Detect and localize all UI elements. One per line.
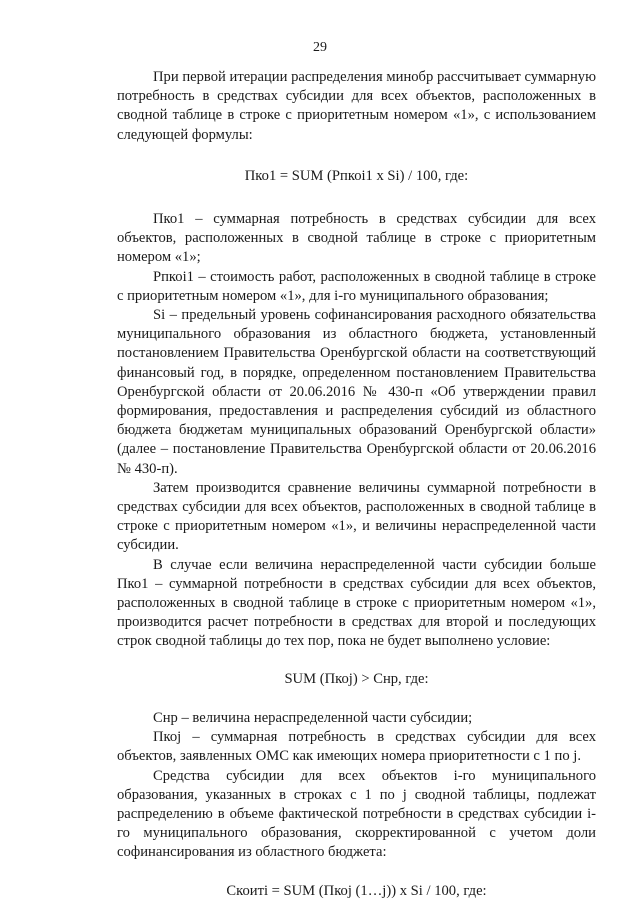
page-number: 29 [313,40,327,55]
paragraph-distribution: Средства субсидии для всех объектов i-го муниципального образования, указанных в строках с 1 по j сводной таблицы, подлежат распределению в объеме фактической потребности в средствах субсидии i-го муниципального образования, скорректированной с учетом доли софинансирования из областного бюджета: [117,767,596,861]
paragraph-condition: В случае если величина нераспределенной части субсидии больше Пко1 – суммарной потребности в средствах субсидии для всех объектов, расположенных в сводной таблице в строке с приоритетным номером «1», производится расчет потребности в средствах для второй и последующих строк сводной таблицы до тех пор, пока не будет выполнено условие: [117,556,596,650]
paragraph-si-definition: Si – предельный уровень софинансирования расходного обязательства муниципального образования из областного бюджета, установленный постановлением Правительства Оренбургской области на соответствующий финансовый год, в порядке, определенном постановлением Правительства Оренбургской области от 20.06.2016 № 430-п «Об утверждении правил формирования, предоставления и распределения субсидий из областного бюджета бюджетам муниципальных образований Оренбургской области» (далее – постановление Правительства Оренбургской области от 20.06.2016 № 430-п). [117,307,596,477]
formula-skoiti: Скоитi = SUM (Пкоj (1…j)) x Si / 100, где: [226,882,487,899]
formula-pko1: Пко1 = SUM (Рпкоi1 x Si) / 100, где: [244,167,469,184]
document-body [117,68,596,901]
paragraph-comparison: Затем производится сравнение величины суммарной потребности в средствах субсидии для всех объектов, расположенных в сводной таблице в строке с приоритетным номером «1», и величины нераспределенной части субсидии. [117,479,596,554]
paragraph-first-iteration: При первой итерации распределения минобр рассчитывает суммарную потребность в средствах субсидии для всех объектов, расположенных в сводной таблице в строке с приоритетным номером «1», с использованием следующей формулы: [117,69,596,143]
paragraph-rpkoi1-definition: Рпкоi1 – стоимость работ, расположенных в сводной таблице в строке с приоритетным номером «1», для i-го муниципального образования; [117,268,596,304]
paragraph-pko1-definition: Пко1 – суммарная потребность в средствах субсидии для всех объектов, расположенных в сводной таблице в строке с приоритетным номером «1»; [117,211,596,266]
formula-sum-pkoj: SUM (Пкоj) > Снр, где: [284,670,429,687]
paragraph-pkoj-definition: Пкоj – суммарная потребность в средствах субсидии для всех объектов, заявленных ОМС как имеющих номера приоритетности с 1 по j. [117,729,596,765]
paragraph-snr-definition: Снр – величина нераспределенной части субсидии; [153,709,473,726]
